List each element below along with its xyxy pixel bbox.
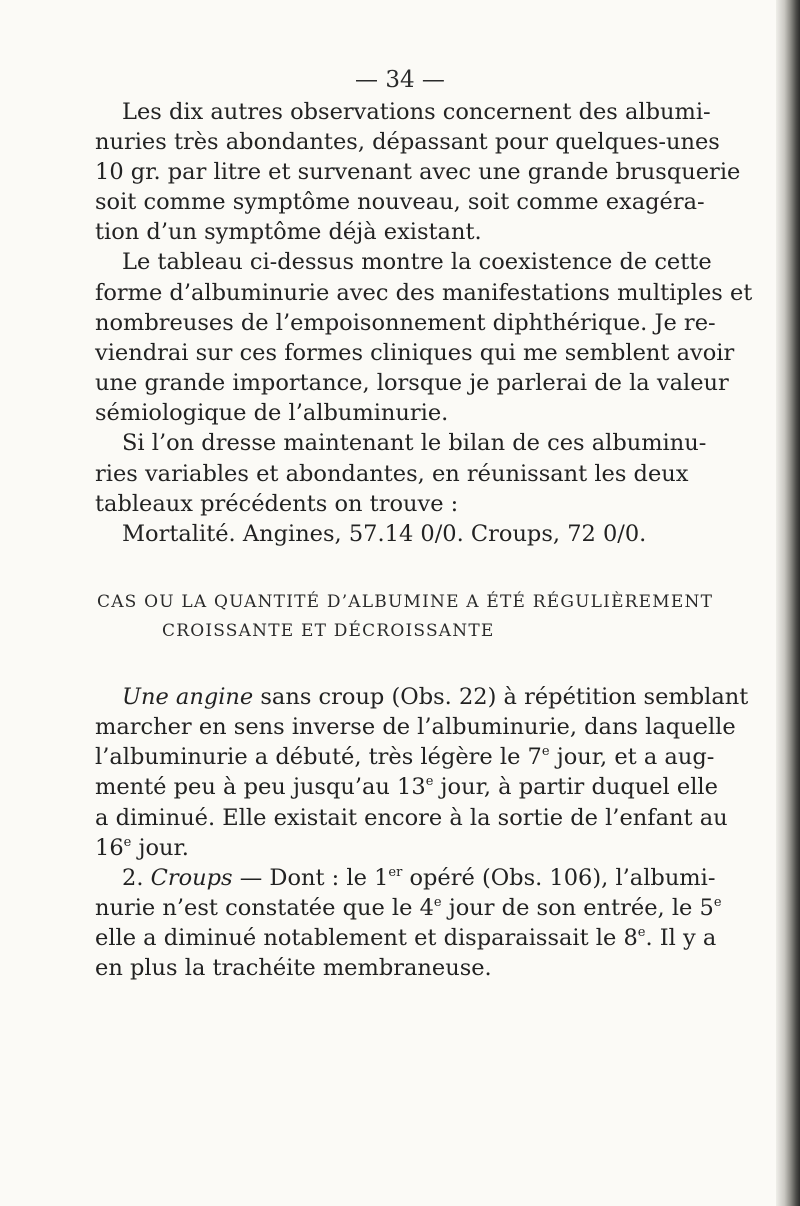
text-line: Les dix autres observations concernent des albumi- bbox=[122, 99, 711, 125]
text-line: forme d’albuminurie avec des manifestations multiples et bbox=[95, 280, 753, 306]
section-heading: CROISSANTE ET DÉCROISSANTE bbox=[162, 621, 495, 641]
text-line: tion d’un symptôme déjà existant. bbox=[95, 219, 482, 245]
emphasis: Une angine bbox=[122, 684, 254, 710]
text-line: menté peu à peu jusqu’au 13e jour, à partir duquel elle bbox=[95, 774, 718, 800]
text-line: a diminué. Elle existait encore à la sortie de l’enfant au bbox=[95, 805, 728, 831]
text-line: tableaux précédents on trouve : bbox=[95, 491, 459, 517]
text-line: ries variables et abondantes, en réunissant les deux bbox=[95, 461, 689, 487]
text-line: 16e jour. bbox=[95, 835, 189, 861]
text-line: nuries très abondantes, dépassant pour quelques-unes bbox=[95, 129, 720, 155]
text-line: elle a diminué notablement et disparaissait le 8e. Il y a bbox=[95, 925, 717, 951]
mortality-line: Mortalité. Angines, 57.14 0/0. Croups, 72 0/0. bbox=[122, 521, 647, 547]
emphasis: Croups bbox=[150, 865, 233, 891]
section-heading: CAS OU LA QUANTITÉ D’ALBUMINE A ÉTÉ RÉGULIÈREMENT bbox=[97, 592, 714, 612]
text-line: une grande importance, lorsque je parlerai de la valeur bbox=[95, 370, 729, 396]
page-number: — 34 — bbox=[355, 67, 445, 93]
text-line: viendrai sur ces formes cliniques qui me semblent avoir bbox=[95, 340, 735, 366]
page-binding-edge bbox=[776, 0, 800, 1206]
text-line: l’albuminurie a débuté, très légère le 7e jour, et a aug- bbox=[95, 744, 715, 770]
text-line: Une angine sans croup (Obs. 22) à répétition semblant bbox=[122, 684, 749, 710]
text-line: en plus la trachéite membraneuse. bbox=[95, 955, 492, 981]
text-line: Si l’on dresse maintenant le bilan de ces albuminu- bbox=[122, 430, 707, 456]
text-line: sémiologique de l’albuminurie. bbox=[95, 400, 449, 426]
text-line: nurie n’est constatée que le 4e jour de son entrée, le 5e bbox=[95, 895, 722, 921]
text-line: 2. Croups — Dont : le 1er opéré (Obs. 106), l’albumi- bbox=[122, 865, 716, 891]
text-line: marcher en sens inverse de l’albuminurie, dans laquelle bbox=[95, 714, 736, 740]
text-line: Le tableau ci-dessus montre la coexistence de cette bbox=[122, 249, 712, 275]
text-line: nombreuses de l’empoisonnement diphthérique. Je re- bbox=[95, 310, 716, 336]
text-line: soit comme symptôme nouveau, soit comme exagéra- bbox=[95, 189, 705, 215]
text-line: 10 gr. par litre et survenant avec une grande brusquerie bbox=[95, 159, 741, 185]
